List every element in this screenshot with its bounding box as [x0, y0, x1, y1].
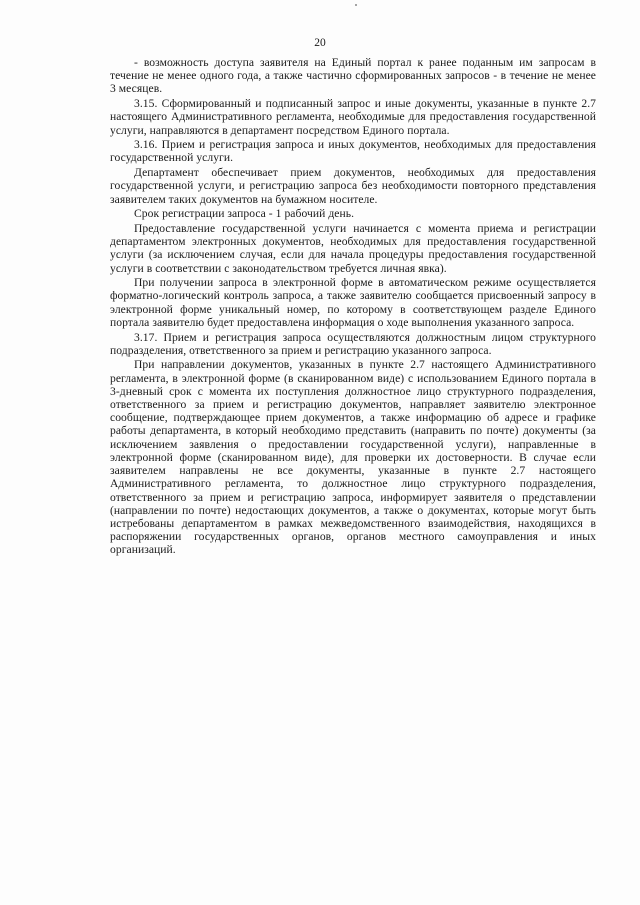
- body-paragraph: - возможность доступа заявителя на Единый портал к ранее поданным им запросам в течение не менее одного года, а также частично сформированных запросов - в течение не менее 3 месяцев.: [110, 56, 596, 96]
- body-paragraph: При направлении документов, указанных в пункте 2.7 настоящего Административного регламента, в электронной форме (в сканированном виде) с использованием Единого портала в 3-дневный срок с момента их поступления должностное лицо структурного подразделения, ответственного за прием и регистрацию документов, направляет заявителю электронное сообщение, подтверждающее прием документов, а также информацию об адресе и графике работы департамента, в который необходимо представить (направить по почте) документы (за исключением заявления о предоставлении государственной услуги), направленные в электронной форме (сканированном виде), для проверки их достоверности. В случае если заявителем направлены не все документы, указанные в пункте 2.7 настоящего Административного регламента, то должностное лицо структурного подразделения, ответственного за прием и регистрацию запроса, информирует заявителя о представлении (направлении по почте) недостающих документов, а также о документах, которые могут быть истребованы департаментом в рамках межведомственного взаимодействия, находящихся в распоряжении государственных органов, органов местного самоуправления и иных организаций.: [110, 358, 596, 557]
- scan-speck: [355, 4, 357, 6]
- body-paragraph: При получении запроса в электронной форме в автоматическом режиме осуществляется форматно-логический контроль запроса, а также заявителю сообщается присвоенный запросу в электронной форме уникальный номер, по которому в соответствующем разделе Единого портала заявителю будет предоставлена информация о ходе выполнения указанного запроса.: [110, 276, 596, 329]
- body-paragraph: 3.15. Сформированный и подписанный запрос и иные документы, указанные в пункте 2.7 настоящего Административного регламента, необходимые для предоставления государственной услуги, направляются в департамент посредством Единого портала.: [110, 97, 596, 137]
- body-paragraph: Срок регистрации запроса - 1 рабочий день.: [134, 207, 355, 221]
- body-paragraph: Предоставление государственной услуги начинается с момента приема и регистрации департаментом электронных документов, необходимых для предоставления государственной услуги (за исключением случая, если для начала процедуры предоставления государственной услуги в соответствии с законодательством требуется личная явка).: [110, 221, 596, 275]
- body-paragraph: Департамент обеспечивает прием документов, необходимых для предоставления государственной услуги, и регистрацию запроса без необходимости повторного представления заявителем таких документов на бумажном носителе.: [110, 166, 596, 206]
- body-paragraph: 3.16. Прием и регистрация запроса и иных документов, необходимых для предоставления государственной услуги.: [110, 138, 596, 165]
- document-body: [110, 56, 596, 558]
- body-paragraph: 3.17. Прием и регистрация запроса осуществляются должностным лицом структурного подразделения, ответственного за прием и регистрацию указанного запроса.: [110, 330, 596, 357]
- page-number: 20: [314, 37, 326, 49]
